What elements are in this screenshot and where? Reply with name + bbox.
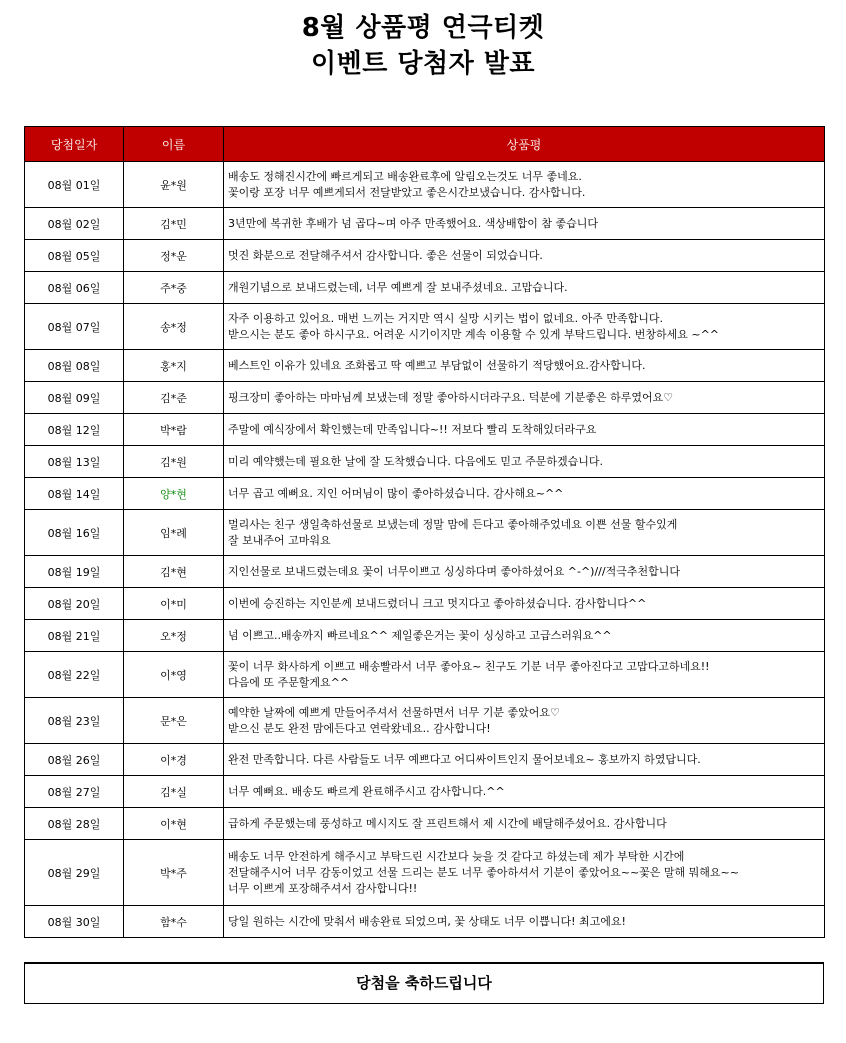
winner-name: 정*운 — [124, 240, 224, 272]
winner-name: 오*정 — [124, 620, 224, 652]
congratulations-footer: 당첨을 축하드립니다 — [24, 962, 824, 1004]
winner-date: 08월 08일 — [25, 350, 124, 382]
winner-name: 이*미 — [124, 588, 224, 620]
winner-review: 넘 이쁘고..배송까지 빠르네요^^ 제일좋은거는 꽃이 싱싱하고 고급스러워요^^ — [224, 620, 825, 652]
winner-name: 이*경 — [124, 744, 224, 776]
winner-name: 김*원 — [124, 446, 224, 478]
winner-review: 주말에 예식장에서 확인했는데 만족입니다~!! 저보다 빨리 도착해있더라구요 — [224, 414, 825, 446]
winner-date: 08월 09일 — [25, 382, 124, 414]
winner-date: 08월 30일 — [25, 906, 124, 938]
winner-name: 이*영 — [124, 652, 224, 698]
winner-date: 08월 06일 — [25, 272, 124, 304]
winner-date: 08월 29일 — [25, 840, 124, 906]
winner-review: 베스트인 이유가 있네요 조화롭고 딱 예쁘고 부담없이 선물하기 적당했어요.감사합니다. — [224, 350, 825, 382]
winner-name: 양*현 — [124, 478, 224, 510]
winner-name: 임*례 — [124, 510, 224, 556]
winner-review: 미리 예약했는데 필요한 날에 잘 도착했습니다. 다음에도 믿고 주문하겠습니다. — [224, 446, 825, 478]
table-row — [25, 350, 825, 382]
table-row — [25, 588, 825, 620]
winner-name: 김*준 — [124, 382, 224, 414]
table-row — [25, 446, 825, 478]
title-line-2: 이벤트 당첨자 발표 — [310, 49, 536, 79]
table-row — [25, 272, 825, 304]
winner-date: 08월 01일 — [25, 162, 124, 208]
winner-name: 김*실 — [124, 776, 224, 808]
winner-date: 08월 21일 — [25, 620, 124, 652]
winner-review: 완전 만족합니다. 다른 사람들도 너무 예쁘다고 어디싸이트인지 물어보네요~ 홍보까지 하였답니다. — [224, 744, 825, 776]
table-row — [25, 304, 825, 350]
winner-date: 08월 26일 — [25, 744, 124, 776]
winner-review: 이번에 승진하는 지인분께 보내드렸더니 크고 멋지다고 좋아하셨습니다. 감사합니다^^ — [224, 588, 825, 620]
winner-review: 예약한 날짜에 예쁘게 만들어주셔서 선물하면서 너무 기분 좋았어요♡ 받으신 분도 완전 맘에든다고 연락왔네요.. 감사합니다! — [224, 698, 825, 744]
table-row — [25, 744, 825, 776]
table-row — [25, 510, 825, 556]
table-row — [25, 414, 825, 446]
table-row — [25, 162, 825, 208]
table-row — [25, 620, 825, 652]
winner-date: 08월 02일 — [25, 208, 124, 240]
header-review: 상품평 — [224, 127, 825, 162]
table-row — [25, 776, 825, 808]
table-body — [25, 162, 825, 938]
winner-name: 함*수 — [124, 906, 224, 938]
table-row — [25, 808, 825, 840]
winner-review: 꽃이 너무 화사하게 이쁘고 배송빨라서 너무 좋아요~ 친구도 기분 너무 좋아진다고 고맙다고하네요!! 다음에 또 주문할게요^^ — [224, 652, 825, 698]
winner-review: 멀리사는 친구 생일축하선물로 보냈는데 정말 맘에 든다고 좋아해주었네요 이쁜 선물 할수있게 잘 보내주어 고마워요 — [224, 510, 825, 556]
header-name: 이름 — [124, 127, 224, 162]
winner-date: 08월 23일 — [25, 698, 124, 744]
winner-review: 당일 원하는 시간에 맞춰서 배송완료 되었으며, 꽃 상태도 너무 이쁩니다! 최고에요! — [224, 906, 825, 938]
winner-name: 김*민 — [124, 208, 224, 240]
winner-review: 너무 곱고 예뻐요. 지인 어머님이 많이 좋아하셨습니다. 감사해요~^^ — [224, 478, 825, 510]
table-row — [25, 556, 825, 588]
winner-name: 문*은 — [124, 698, 224, 744]
winner-review: 너무 예뻐요. 배송도 빠르게 완료해주시고 감사합니다.^^ — [224, 776, 825, 808]
winner-review: 자주 이용하고 있어요. 매번 느끼는 거지만 역시 실망 시키는 법이 없네요. 아주 만족합니다. 받으시는 분도 좋아 하시구요. 어려운 시기이지만 계속 이용할 수 있게 부탁드립니다. 번창하세요 ~^^ — [224, 304, 825, 350]
title-line-1: 8월 상품평 연극티켓 — [301, 13, 545, 43]
winner-name: 박*주 — [124, 840, 224, 906]
table-row — [25, 240, 825, 272]
winner-date: 08월 12일 — [25, 414, 124, 446]
winner-name: 박*람 — [124, 414, 224, 446]
table-header-row — [25, 127, 825, 162]
table-row — [25, 698, 825, 744]
winner-date: 08월 20일 — [25, 588, 124, 620]
winner-review: 지인선물로 보내드렸는데요 꽃이 너무이쁘고 싱싱하다며 좋아하셨어요 ^-^)///적극추천합니다 — [224, 556, 825, 588]
table-row — [25, 382, 825, 414]
winners-table — [24, 126, 825, 938]
winner-name: 송*정 — [124, 304, 224, 350]
table-row — [25, 478, 825, 510]
table-row — [25, 906, 825, 938]
winner-review: 배송도 너무 안전하게 해주시고 부탁드린 시간보다 늦을 것 같다고 하셨는데 제가 부탁한 시간에 전달해주시어 너무 감동이었고 선물 드리는 분도 너무 좋아하셔서 기분이 좋았어요~~꽃은 말해 뭐해요~~ 너무 이쁘게 포장해주셔서 감사합니다!! — [224, 840, 825, 906]
table-row — [25, 208, 825, 240]
winner-date: 08월 28일 — [25, 808, 124, 840]
winner-date: 08월 13일 — [25, 446, 124, 478]
winner-review: 3년만에 복귀한 후배가 넘 곱다~며 아주 만족했어요. 색상배합이 참 좋습니다 — [224, 208, 825, 240]
winner-name: 김*현 — [124, 556, 224, 588]
winner-name: 이*현 — [124, 808, 224, 840]
table-row — [25, 652, 825, 698]
winner-review: 개원기념으로 보내드렸는데, 너무 예쁘게 잘 보내주셨네요. 고맙습니다. — [224, 272, 825, 304]
winner-date: 08월 22일 — [25, 652, 124, 698]
page-title — [0, 10, 846, 82]
winner-date: 08월 07일 — [25, 304, 124, 350]
winner-name: 윤*원 — [124, 162, 224, 208]
winner-date: 08월 19일 — [25, 556, 124, 588]
winner-date: 08월 27일 — [25, 776, 124, 808]
header-date: 당첨일자 — [25, 127, 124, 162]
winner-name: 홍*지 — [124, 350, 224, 382]
winner-date: 08월 05일 — [25, 240, 124, 272]
winner-review: 멋진 화분으로 전달해주셔서 감사합니다. 좋은 선물이 되었습니다. — [224, 240, 825, 272]
winner-date: 08월 16일 — [25, 510, 124, 556]
table-row — [25, 840, 825, 906]
winner-review: 핑크장미 좋아하는 마마님께 보냈는데 정말 좋아하시더라구요. 덕분에 기분좋은 하루였어요♡ — [224, 382, 825, 414]
winner-name: 주*중 — [124, 272, 224, 304]
winner-date: 08월 14일 — [25, 478, 124, 510]
winner-review: 배송도 정해진시간에 빠르게되고 배송완료후에 알림오는것도 너무 좋네요. 꽃이랑 포장 너무 예쁘게되서 전달받았고 좋은시간보냈습니다. 감사합니다. — [224, 162, 825, 208]
winner-review: 급하게 주문했는데 풍성하고 메시지도 잘 프린트해서 제 시간에 배달해주셨어요. 감사합니다 — [224, 808, 825, 840]
